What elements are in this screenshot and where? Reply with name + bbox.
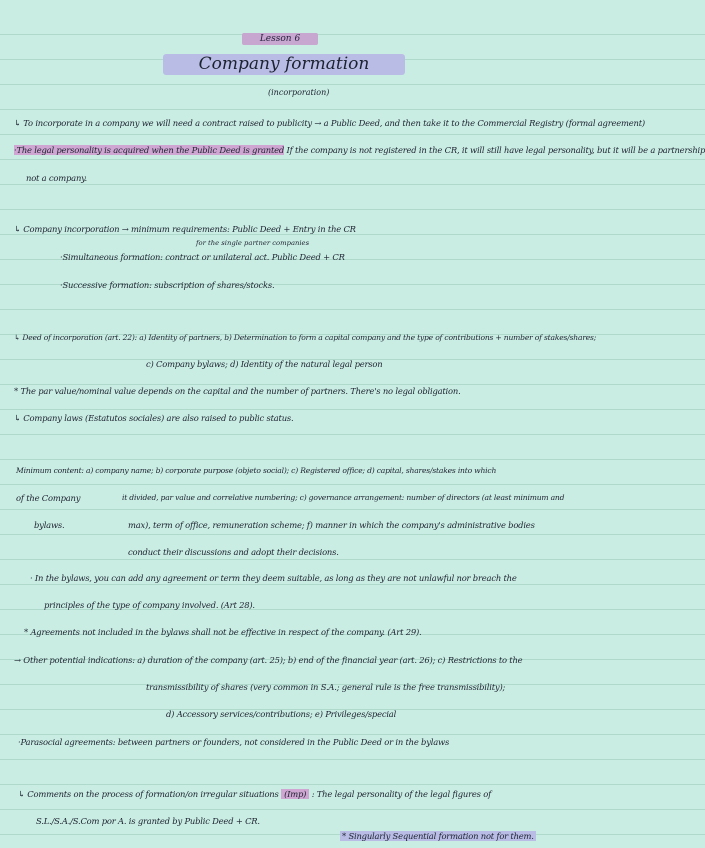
highlight-legal-personality: ·The legal personality is acquired when the Public Deed is granted <box>14 145 285 155</box>
note-line-of-the-company: of the Company <box>16 493 81 503</box>
note-line-minimum-requirements: ↳ Company incorporation → minimum requirements: Public Deed + Entry in the CR <box>14 224 356 234</box>
lesson-label: Lesson 6 <box>242 33 318 45</box>
note-line-irregular-situations <box>18 788 491 800</box>
page-title: Company formation <box>163 54 405 75</box>
note-line-bylaws-agreement: · In the bylaws, you can add any agreement or term they deem suitable, as long as they are not unlawful nor breach the <box>30 573 517 583</box>
note-line-company-bylaws: c) Company bylaws; d) Identity of the natural legal person <box>146 359 383 369</box>
note-text-comments: ↳ Comments on the process of formation/on irregular situations <box>18 789 279 799</box>
note-line-sequential-formation <box>340 830 536 842</box>
note-single-partner: for the single partner companies <box>196 239 310 247</box>
note-line-not-company: not a company. <box>26 173 88 183</box>
note-line-simultaneous-formation: ·Simultaneous formation: contract or unilateral act. Public Deed + CR <box>60 252 345 262</box>
note-line-agreements-not-included: * Agreements not included in the bylaws shall not be effective in respect of the company. (Art 29). <box>24 627 422 637</box>
note-text-legal-figures: : The legal personality of the legal figures of <box>311 789 491 799</box>
note-line-public-deed-cr: S.L./S.A./S.Com por A. is granted by Public Deed + CR. <box>36 816 260 826</box>
note-line-term-of-office: max), term of office, remuneration scheme; f) manner in which the company's administrative bodies <box>128 520 535 530</box>
note-line-bylaws: bylaws. <box>34 520 65 530</box>
note-text-not-registered: If the company is not registered in the CR, it will still have legal personality, but it will be a partnership <box>286 145 705 155</box>
note-line-successive-formation: ·Successive formation: subscription of shares/stocks. <box>60 280 275 290</box>
note-line-par-value: * The par value/nominal value depends on the capital and the number of partners. There's no legal obligation. <box>14 386 461 396</box>
highlight-important: (Imp) <box>281 789 309 799</box>
note-line-transmissibility: transmissibility of shares (very common in S.A.; general rule is the free transmissibility); <box>146 682 506 692</box>
page-subtitle: (incorporation) <box>268 88 330 97</box>
note-line-divided-shares: it divided, par value and correlative numbering; c) governance arrangement: number of directors (at least minimum and <box>122 493 565 502</box>
note-line-deed-of-incorporation: ↳ Deed of incorporation (art. 22): a) Identity of partners, b) Determination to form a capital company and the type of contributions + number of stakes/shares; <box>14 333 597 342</box>
highlight-sequential-formation: * Singularly Sequential formation not for them. <box>342 831 534 841</box>
note-line-legal-personality <box>14 144 705 156</box>
note-line-accessory-services: d) Accessory services/contributions; e) Privileges/special <box>166 709 397 719</box>
note-line-incorporation: ↳ To incorporate in a company we will need a contract raised to publicity → a Public Deed, and then take it to the Commercial Registry (formal agreement) <box>14 118 645 128</box>
note-line-parasocial-agreements: ·Parasocial agreements: between partners or founders, not considered in the Public Deed or in the bylaws <box>18 737 450 747</box>
note-line-discussions: conduct their discussions and adopt their decisions. <box>128 547 339 557</box>
note-line-minimum-content: Minimum content: a) company name; b) corporate purpose (objeto social); c) Registered office; d) capital, shares/stakes into which <box>16 466 497 475</box>
note-line-principles: principles of the type of company involved. (Art 28). <box>44 600 255 610</box>
note-line-other-indications: → Other potential indications: a) duration of the company (art. 25); b) end of the financial year (art. 26); c) Restrictions to the <box>14 655 523 665</box>
note-line-company-laws: ↳ Company laws (Estatutos sociales) are also raised to public status. <box>14 413 294 423</box>
